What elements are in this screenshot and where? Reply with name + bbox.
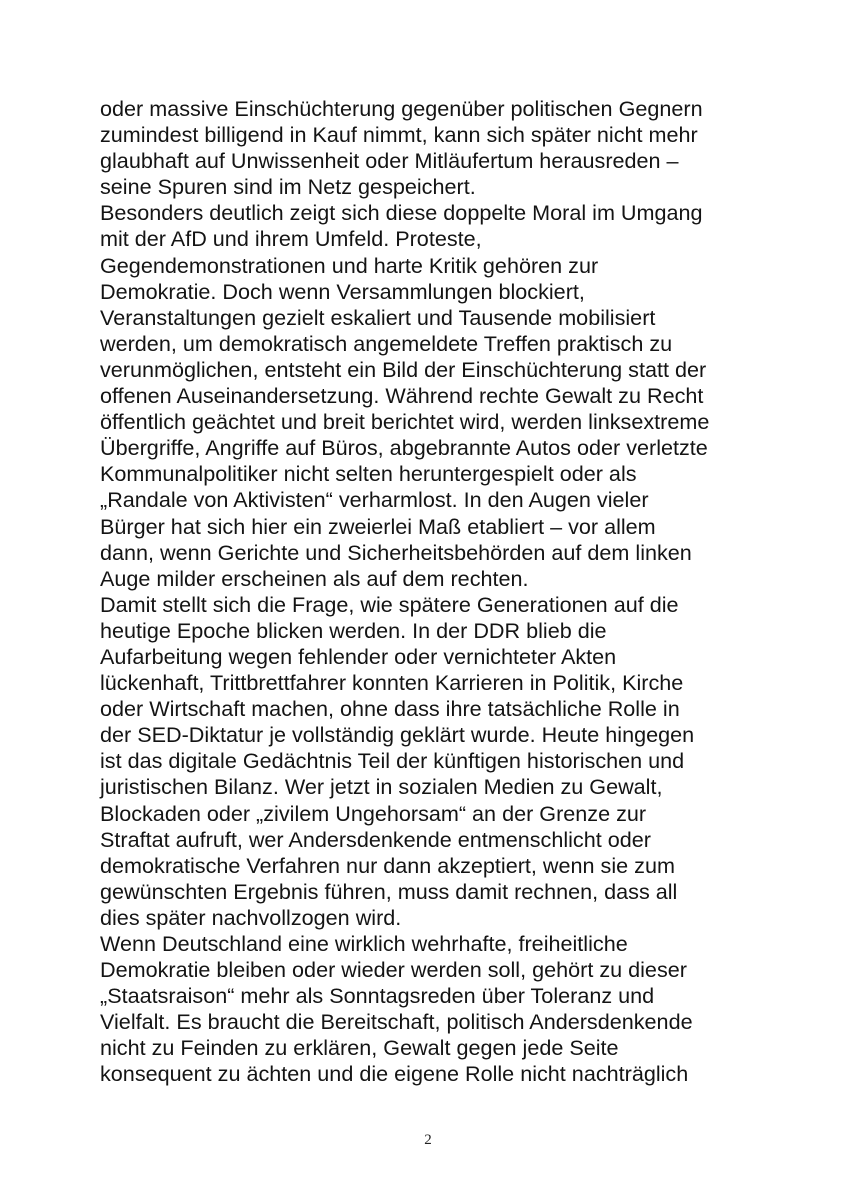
text-line: Kommunalpolitiker nicht selten heruntergespielt oder als bbox=[100, 461, 637, 487]
text-line: Demokratie bleiben oder wieder werden soll, gehört zu dieser bbox=[100, 957, 687, 983]
text-line: dies später nachvollzogen wird. bbox=[100, 904, 402, 930]
text-line: oder Wirtschaft machen, ohne dass ihre tatsächliche Rolle in bbox=[100, 696, 680, 722]
text-line: mit der AfD und ihrem Umfeld. Proteste, bbox=[100, 226, 482, 252]
text-line: verunmöglichen, entsteht ein Bild der Einschüchterung statt der bbox=[100, 356, 707, 382]
text-line: „Staatsraison“ mehr als Sonntagsreden über Toleranz und bbox=[100, 983, 655, 1009]
text-line: nicht zu Feinden zu erklären, Gewalt gegen jede Seite bbox=[100, 1035, 619, 1061]
text-line: lückenhaft, Trittbrettfahrer konnten Karrieren in Politik, Kirche bbox=[100, 670, 684, 696]
text-line: werden, um demokratisch angemeldete Treffen praktisch zu bbox=[100, 330, 673, 356]
text-line: Übergriffe, Angriffe auf Büros, abgebrannte Autos oder verletzte bbox=[100, 435, 708, 461]
text-line: gewünschten Ergebnis führen, muss damit rechnen, dass all bbox=[100, 878, 678, 904]
text-line: Veranstaltungen gezielt eskaliert und Tausende mobilisiert bbox=[100, 304, 656, 330]
text-line: demokratische Verfahren nur dann akzeptiert, wenn sie zum bbox=[100, 852, 675, 878]
text-line: heutige Epoche blicken werden. In der DDR blieb die bbox=[100, 617, 607, 643]
text-line: konsequent zu ächten und die eigene Rolle nicht nachträglich bbox=[100, 1061, 689, 1087]
text-line: juristischen Bilanz. Wer jetzt in sozialen Medien zu Gewalt, bbox=[100, 774, 663, 800]
text-line: Straftat aufruft, wer Andersdenkende entmenschlicht oder bbox=[100, 826, 651, 852]
text-line: offenen Auseinandersetzung. Während rechte Gewalt zu Recht bbox=[100, 383, 704, 409]
text-line: seine Spuren sind im Netz gespeichert. bbox=[100, 174, 476, 200]
text-line: Demokratie. Doch wenn Versammlungen blockiert, bbox=[100, 278, 585, 304]
text-line: „Randale von Aktivisten“ verharmlost. In den Augen vieler bbox=[100, 487, 649, 513]
body-text bbox=[100, 96, 760, 1088]
text-line: Wenn Deutschland eine wirklich wehrhafte, freiheitliche bbox=[100, 931, 628, 956]
text-line: öffentlich geächtet und breit berichtet wird, werden linksextreme bbox=[100, 409, 710, 435]
text-line: dann, wenn Gerichte und Sicherheitsbehörden auf dem linken bbox=[100, 539, 692, 565]
text-line: Bürger hat sich hier ein zweierlei Maß etabliert – vor allem bbox=[100, 513, 656, 539]
text-line: Besonders deutlich zeigt sich diese doppelte Moral im Umgang bbox=[100, 200, 703, 226]
text-line: ist das digitale Gedächtnis Teil der künftigen historischen und bbox=[100, 748, 685, 774]
page-number: 2 bbox=[424, 1132, 432, 1148]
text-line: zumindest billigend in Kauf nimmt, kann sich später nicht mehr bbox=[100, 122, 698, 148]
text-line: Gegendemonstrationen und harte Kritik gehören zur bbox=[100, 252, 599, 278]
text-line: der SED-Diktatur je vollständig geklärt wurde. Heute hingegen bbox=[100, 722, 695, 748]
text-line: Blockaden oder „zivilem Ungehorsam“ an der Grenze zur bbox=[100, 800, 647, 826]
text-line: Damit stellt sich die Frage, wie spätere Generationen auf die bbox=[100, 591, 679, 617]
text-line: glaubhaft auf Unwissenheit oder Mitläufertum herausreden – bbox=[100, 148, 679, 174]
text-line: oder massive Einschüchterung gegenüber politischen Gegnern bbox=[100, 96, 703, 121]
text-line: Auge milder erscheinen als auf dem rechten. bbox=[100, 565, 529, 591]
text-line: Vielfalt. Es braucht die Bereitschaft, politisch Andersdenkende bbox=[100, 1009, 693, 1035]
text-line: Aufarbeitung wegen fehlender oder vernichteter Akten bbox=[100, 643, 617, 669]
